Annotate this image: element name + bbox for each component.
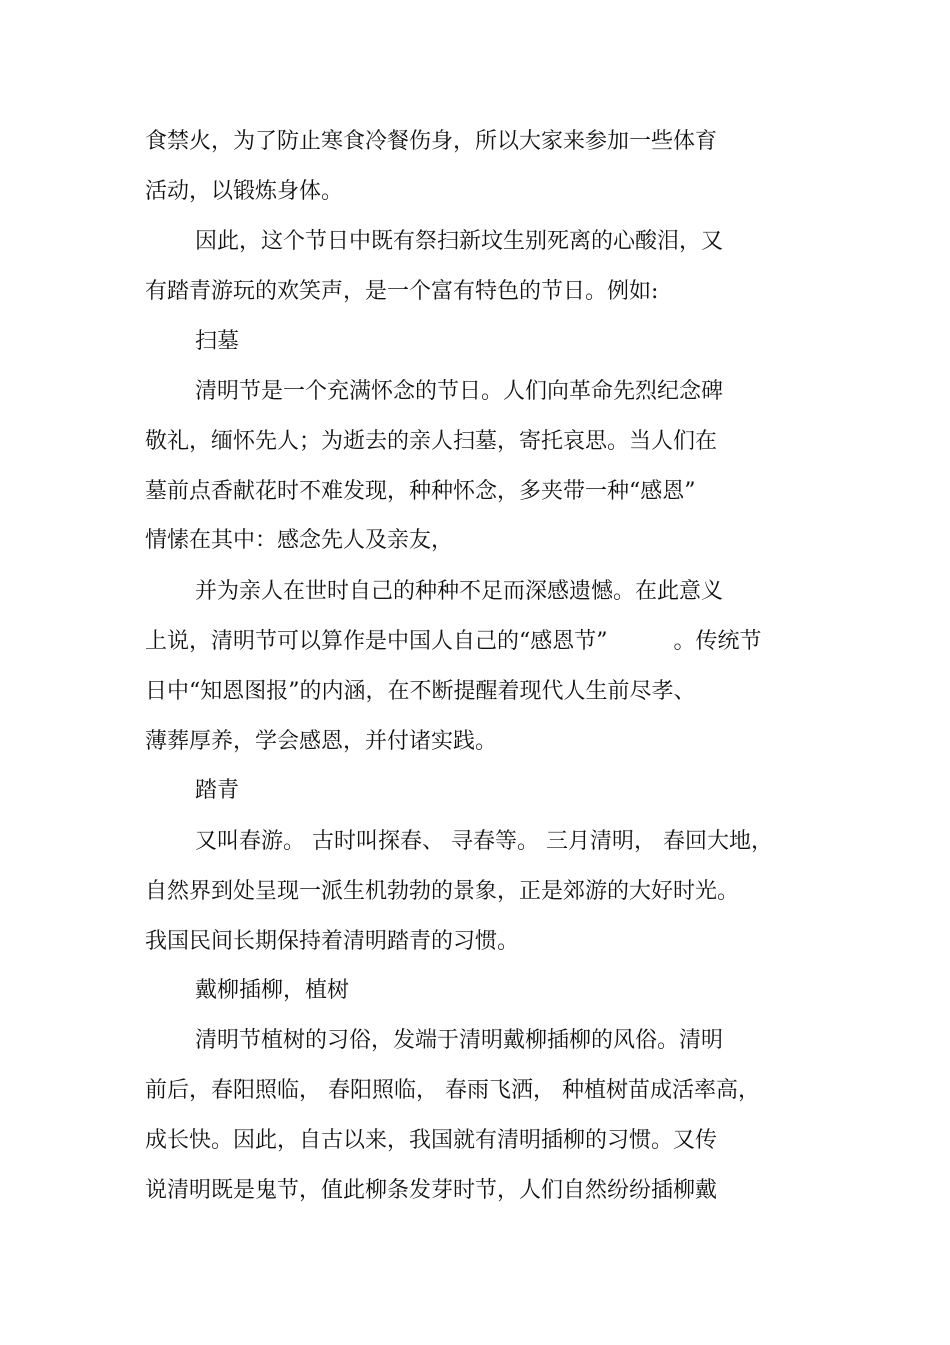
text-line: 上说，清明节可以算作是中国人自己的“感恩节” 。传统节 <box>145 629 762 654</box>
text-line: 墓前点香献花时不难发现，种种怀念，多夹带一种“感恩” <box>145 479 696 504</box>
text-line: 有踏青游玩的欢笑声，是一个富有特色的节日。例如: <box>145 279 659 304</box>
text-line: 自然界到处呈现一派生机勃勃的景象，正是郊游的大好时光。 <box>145 879 740 904</box>
paragraph-start-line: 又叫春游。 古时叫探春、 寻春等。 三月清明， 春回大地， <box>195 829 773 854</box>
text-line: 活动，以锻炼身体。 <box>145 179 344 204</box>
text-line: 情愫在其中：感念先人及亲友， <box>145 528 454 553</box>
paragraph-start-line: 清明节是一个充满怀念的节日。人们向革命先烈纪念碑 <box>195 379 724 404</box>
text-line: 说清明既是鬼节，值此柳条发芽时节，人们自然纷纷插柳戴 <box>145 1178 718 1203</box>
text-line: 薄葬厚养，学会感恩，并付诸实践。 <box>145 729 498 754</box>
paragraph-start-line: 并为亲人在世时自己的种种不足而深感遗憾。在此意义 <box>195 579 724 604</box>
section-heading: 戴柳插柳，植树 <box>195 978 350 1003</box>
text-line: 食禁火，为了防止寒食冷餐伤身，所以大家来参加一些体育 <box>145 129 718 154</box>
text-line: 我国民间长期保持着清明踏青的习惯。 <box>145 929 520 954</box>
text-line: 前后，春阳照临， 春阳照临， 春雨飞洒， 种植树苗成活率高， <box>145 1078 760 1103</box>
section-heading: 扫墓 <box>195 329 240 354</box>
text-line: 日中“知恩图报”的内涵，在不断提醒着现代人生前尽孝、 <box>145 679 696 704</box>
text-line: 敬礼，缅怀先人；为逝去的亲人扫墓，寄托哀思。当人们在 <box>145 429 718 454</box>
paragraph-start-line: 因此，这个节日中既有祭扫新坟生别死离的心酸泪，又 <box>195 229 724 254</box>
paragraph-start-line: 清明节植树的习俗，发端于清明戴柳插柳的风俗。清明 <box>195 1028 724 1053</box>
text-line: 成长快。因此，自古以来，我国就有清明插柳的习惯。又传 <box>145 1128 718 1153</box>
section-heading: 踏青 <box>195 778 240 803</box>
